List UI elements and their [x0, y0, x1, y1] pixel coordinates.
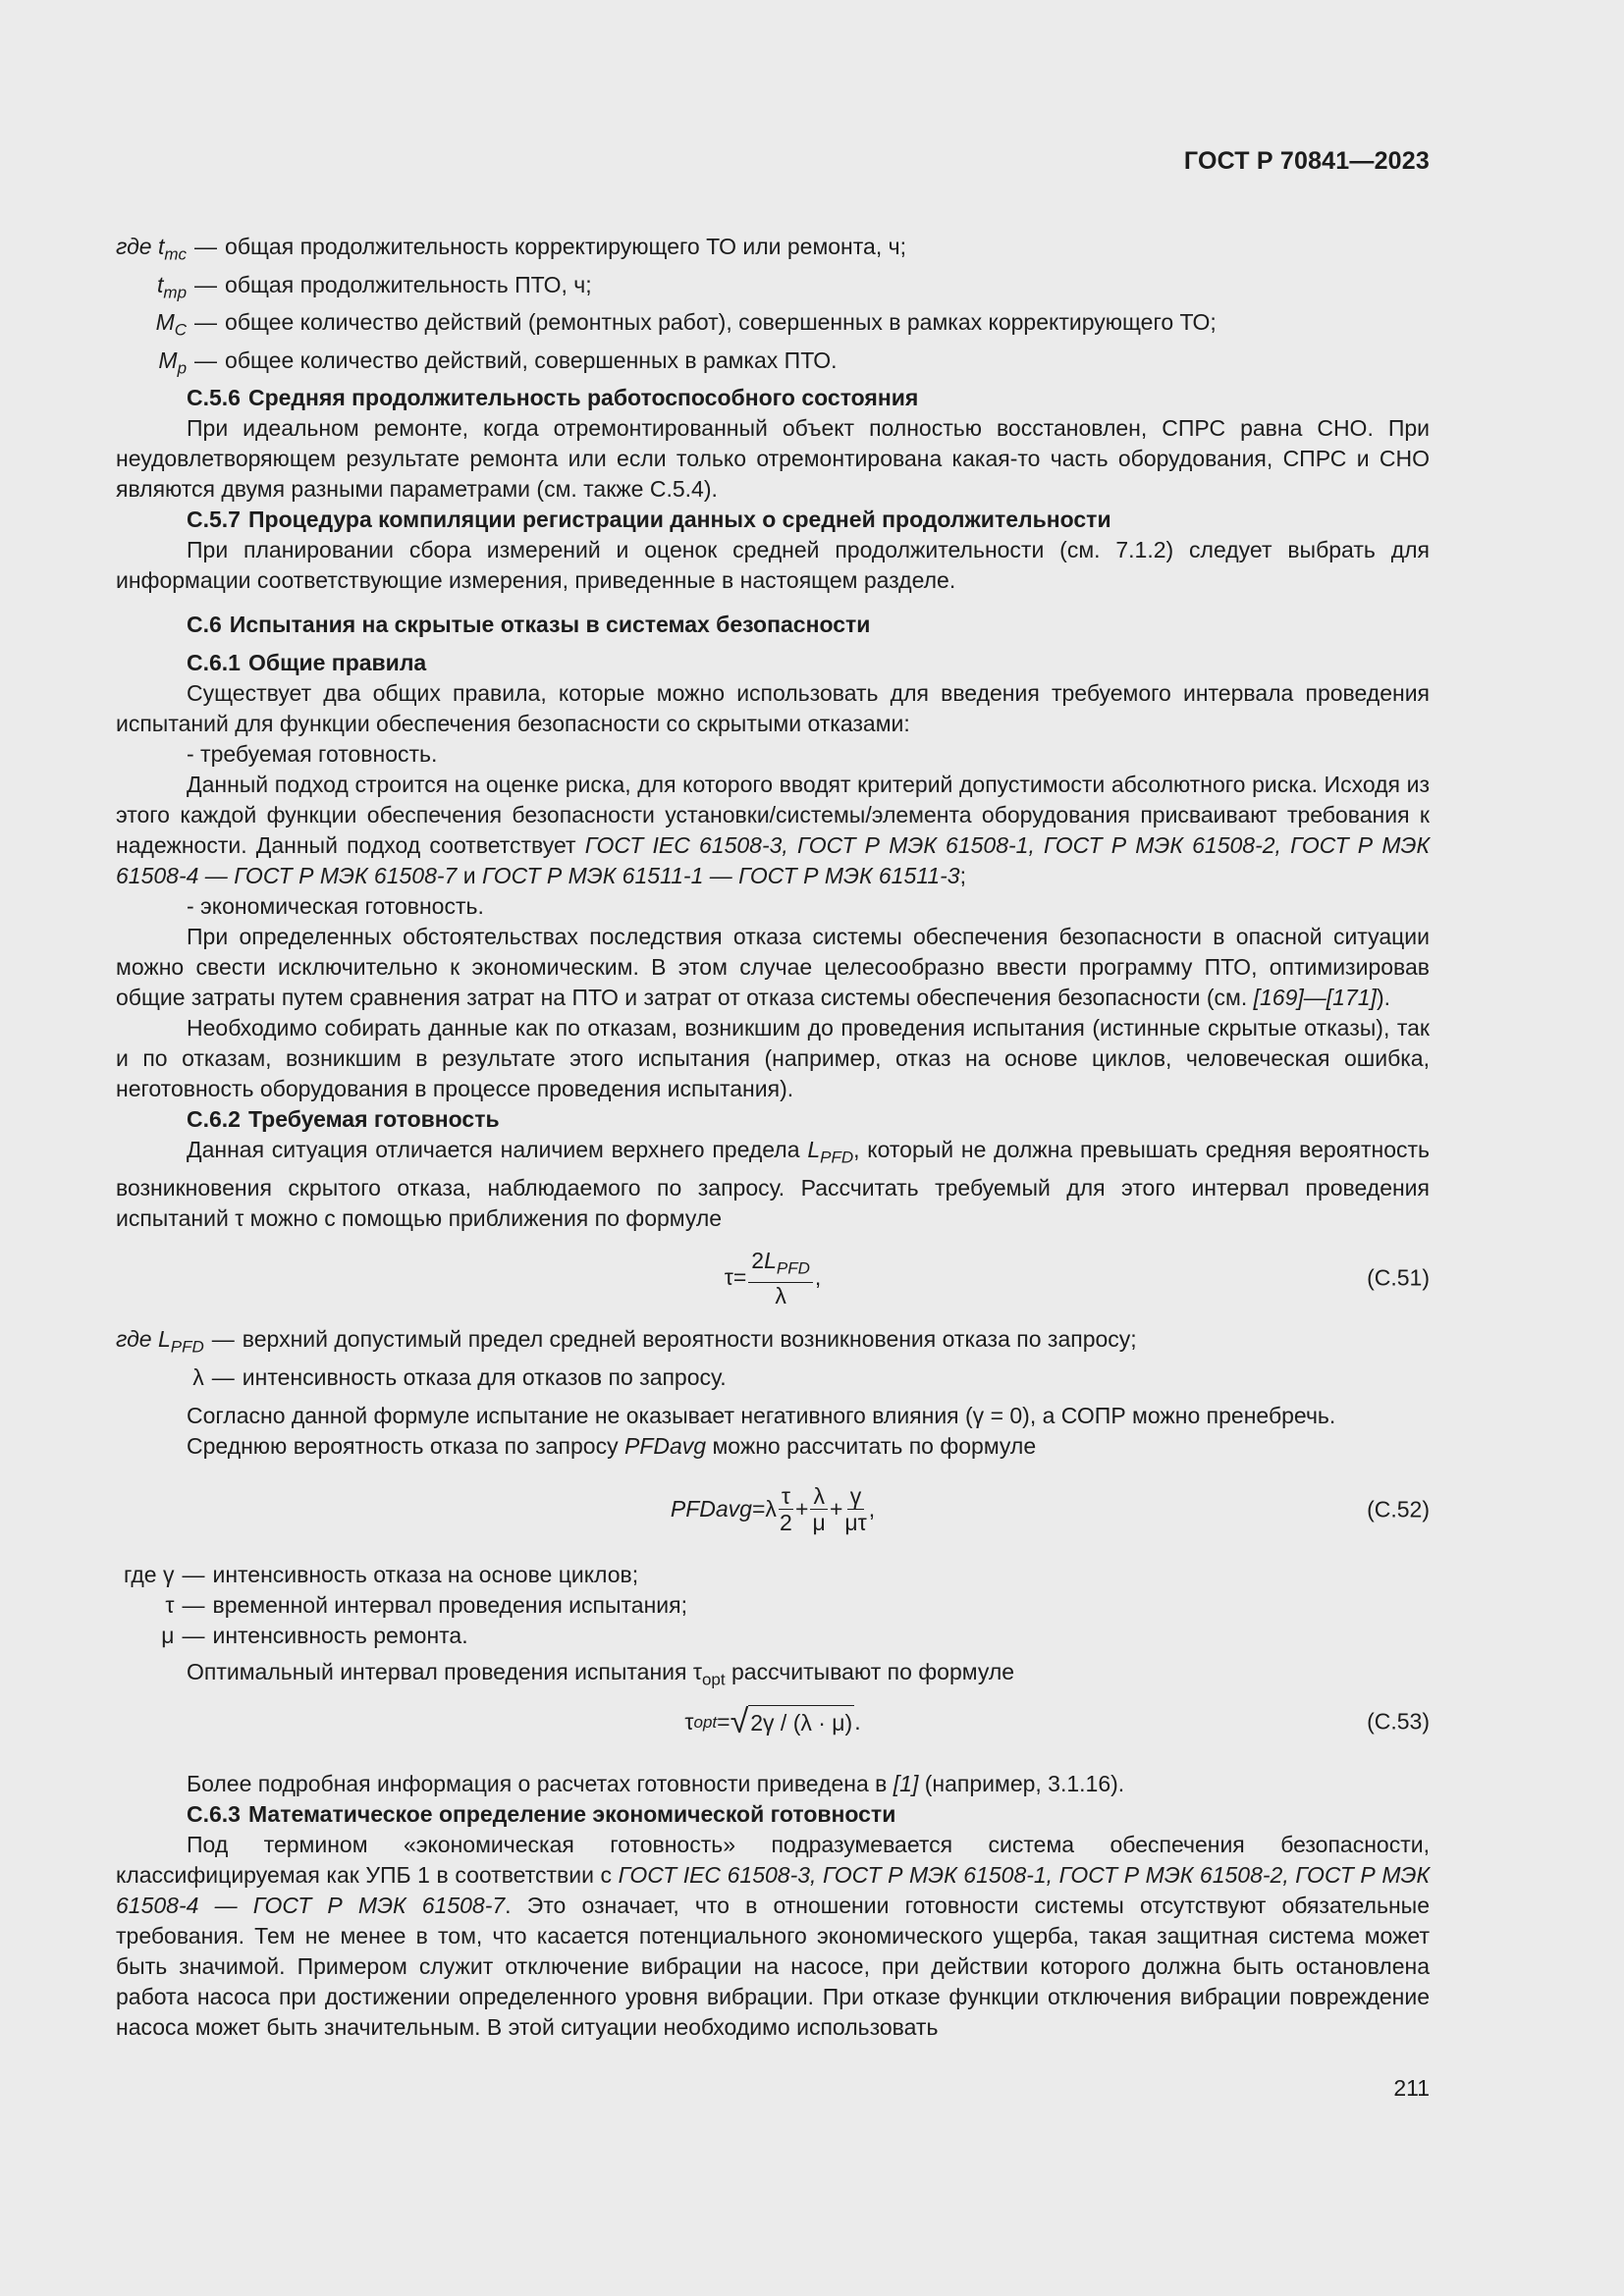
definition-symbol: λ — — [192, 1363, 235, 1390]
formula-c53: τ opt = √ 2γ / (λ · μ) . (С.53) — [684, 1703, 1430, 1741]
definition-text: общая продолжительность ПТО, ч; — [225, 271, 592, 297]
fraction: $\frac{\lambda}{\mu}$ — [810, 1483, 828, 1535]
formula-c51: τ = $\frac{2L_{PFD}}{\lambda}$ , (С.51) — [724, 1248, 1430, 1308]
section-heading-c62: С.6.2 Требуемая готовность — [187, 1106, 500, 1133]
page-number: 211 — [1393, 2075, 1430, 2101]
equation-number: (С.51) — [1367, 1264, 1430, 1291]
section-heading-c6: С.6 Испытания на скрытые отказы в системах безопасности — [187, 612, 871, 638]
definitions-list-c52 — [116, 1560, 1430, 1651]
paragraph: Необходимо собирать данные как по отказам, возникшим до проведения испытания (истинные скрытые отказы), так и по отказам, возникшим в результате этого испытания (например, отказ на основе циклов, человеческая ошибка, неготовность оборудования в процессе проведения испытания). — [116, 1015, 1430, 1102]
formula-c52: PFDavg = λ $\frac{\tau}{2}$ + $\frac{\lambda}{\mu}$ + $\frac{\gamma}{\mu\tau}$ , (С.52) — [670, 1483, 1430, 1536]
definition-symbol: μ — — [161, 1622, 205, 1648]
paragraph: Данная ситуация отличается наличием верхнего предела $L_{PFD}$, который не должна превышать средняя вероятность возникновения скрытого отказа, наблюдаемого по запросу. Рассчитать требуемый для этого интервал проведения испытаний τ можно с помощью приближения по формуле — [116, 1137, 1431, 1231]
section-heading-c556: С.5.6 Средняя продолжительность работоспособного состояния — [187, 385, 919, 411]
list-item: - экономическая готовность. — [187, 893, 484, 920]
list-item: - требуемая готовность. — [187, 741, 438, 768]
paragraph: Под термином «экономическая готовность» подразумевается система обеспечения безопасности, классифицируемая как УПБ 1 в соответствии с ГОСТ IEC 61508-3, ГОСТ Р МЭК 61508-1, ГОСТ Р МЭК 61508-2, ГОСТ Р МЭК 61508-4 — ГОСТ Р МЭК 61508-7. Это означает, что в отношении готовности системы отсутствуют обязательные требования. Тем не менее в том, что касается потенциального экономического ущерба, такая защитная система может быть значимой. Примером служит отключение вибрации на насосе, при действии которого должна быть остановлена работа насоса при достижении определенного уровня вибрации. При отказе функции отключения вибрации повреждение насоса может быть значительным. В этой ситуации необходимо использовать — [116, 1832, 1431, 2041]
definition-symbol: где γ — — [124, 1561, 205, 1587]
definition-text: общая продолжительность корректирующего ТО или ремонта, ч; — [225, 234, 906, 259]
equation-number: (С.53) — [1367, 1708, 1430, 1735]
definition-symbol: $M_C$ — — [155, 309, 218, 340]
document-code-header: ГОСТ Р 70841—2023 — [1183, 147, 1430, 175]
paragraph: При идеальном ремонте, когда отремонтированный объект полностью восстановлен, СПРС равна СНО. При неудовлетворяющем результате ремонта или если только отремонтирована какая-то часть оборудования, СПРС и СНО являются двумя разными параметрами (см. также С.5.4). — [116, 415, 1430, 503]
section-heading-c557: С.5.7 Процедура компиляции регистрации данных о средней продолжительности — [187, 507, 1111, 533]
definition-text: интенсивность отказа для отказов по запросу. — [242, 1363, 727, 1390]
definition-symbol: где $t_{mc}$ — — [116, 234, 218, 264]
definition-symbol: τ — — [165, 1591, 205, 1618]
definition-symbol: где $L_{PFD}$ — — [116, 1325, 235, 1357]
section-heading-c63: С.6.3 Математическое определение экономической готовности — [187, 1801, 896, 1828]
paragraph: При определенных обстоятельствах последствия отказа системы обеспечения безопасности в опасной ситуации можно свести исключительно к экономическим. В этом случае целесообразно ввести программу ПТО, оптимизировав общие затраты путем сравнения затрат на ПТО и затрат от отказа системы обеспечения безопасности (см. [169]—[171]). — [116, 924, 1430, 1011]
paragraph: Данный подход строится на оценке риска, для которого вводят критерий допустимости абсолютного риска. Исходя из этого каждой функции обеспечения безопасности установки/системы/элемента оборудования присваивают требования к надежности. Данный подход соответствует ГОСТ IEC 61508-3, ГОСТ Р МЭК 61508-1, ГОСТ Р МЭК 61508-2, ГОСТ Р МЭК 61508-4 — ГОСТ Р МЭК 61508-7 и ГОСТ Р МЭК 61511-1 — ГОСТ Р МЭК 61511-3; — [116, 772, 1430, 889]
definitions-list-maintenance — [116, 232, 1430, 383]
page-content — [116, 232, 1430, 2043]
paragraph: При планировании сбора измерений и оценок средней продолжительности (см. 7.1.2) следует выбрать для информации соответствующие измерения, приведенные в настоящем разделе. — [116, 537, 1430, 594]
section-heading-c61: С.6.1 Общие правила — [187, 650, 427, 676]
fraction: $\frac{\gamma}{\mu\tau}$ — [844, 1483, 867, 1536]
definition-symbol: $M_p$ — — [158, 347, 218, 378]
definition-text: общее количество действий, совершенных в рамках ПТО. — [225, 347, 838, 373]
paragraph: Согласно данной формуле испытание не оказывает негативного влияния (γ = 0), а СОПР можно пренебречь. — [187, 1402, 1336, 1428]
definition-text: интенсивность ремонта. — [212, 1622, 468, 1648]
paragraph: Оптимальный интервал проведения испытания $\tau_{opt}$ рассчитывают по формуле — [187, 1658, 1015, 1689]
definition-text: временной интервал проведения испытания; — [212, 1591, 687, 1618]
paragraph: Среднюю вероятность отказа по запросу PFDavg можно рассчитать по формуле — [187, 1432, 1037, 1459]
equation-number: (С.52) — [1367, 1496, 1430, 1522]
paragraph: Существует два общих правила, которые можно использовать для введения требуемого интервала проведения испытаний для функции обеспечения безопасности со скрытыми отказами: — [116, 680, 1430, 737]
fraction: $\frac{\tau}{2}$ — [780, 1483, 792, 1536]
paragraph: Более подробная информация о расчетах готовности приведена в [1] (например, 3.1.16). — [187, 1771, 1125, 1797]
definitions-list-c51 — [116, 1324, 1430, 1393]
definition-text: верхний допустимый предел средней вероятности возникновения отказа по запросу; — [242, 1325, 1137, 1352]
definition-text: интенсивность отказа на основе циклов; — [212, 1561, 639, 1587]
definition-symbol: $t_{mp}$ — — [157, 271, 218, 302]
definition-text: общее количество действий (ремонтных работ), совершенных в рамках корректирующего ТО; — [225, 309, 1217, 336]
square-root: √ 2γ / (λ · μ) — [730, 1703, 853, 1741]
fraction: $\frac{2L_{PFD}}{\lambda}$ — [748, 1248, 813, 1308]
